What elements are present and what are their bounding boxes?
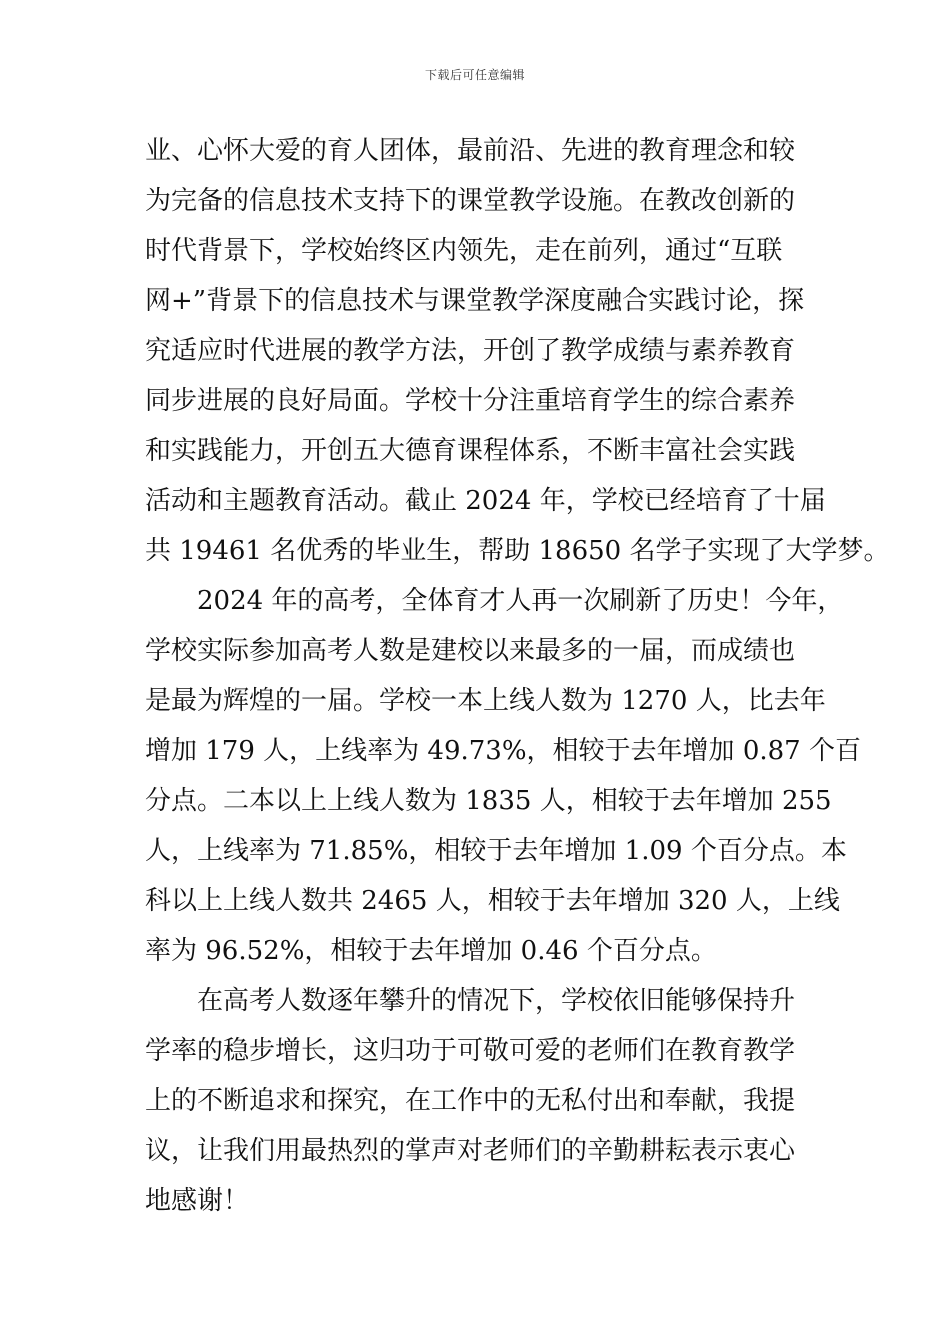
text-line: 在高考人数逐年攀升的情况下，学校依旧能够保持升 [197, 986, 796, 1016]
text-line: 网+”背景下的信息技术与课堂教学深度融合实践讨论，探 [145, 286, 805, 316]
text-line: 人，上线率为 71.85%，相较于去年增加 1.09 个百分点。本 [145, 836, 847, 866]
text-line: 活动和主题教育活动。截止 2024 年，学校已经培育了十届 [145, 486, 826, 516]
text-line: 业、心怀大爱的育人团体，最前沿、先进的教育理念和较 [145, 136, 796, 166]
text-line: 学校实际参加高考人数是建校以来最多的一届，而成绩也 [145, 636, 796, 666]
text-line: 上的不断追求和探究，在工作中的无私付出和奉献，我提 [145, 1086, 796, 1116]
page-header: 下载后可任意编辑 [424, 68, 525, 82]
paragraph-2 [145, 576, 861, 976]
text-line: 议，让我们用最热烈的掌声对老师们的辛勤耕耘表示衷心 [145, 1136, 796, 1166]
text-line: 科以上上线人数共 2465 人，相较于去年增加 320 人，上线 [145, 886, 840, 916]
text-line: 为完备的信息技术支持下的课堂教学设施。在教改创新的 [145, 186, 796, 216]
text-line: 是最为辉煌的一届。学校一本上线人数为 1270 人，比去年 [145, 686, 826, 716]
text-line: 2024 年的高考，全体育才人再一次刷新了历史！今年， [197, 586, 844, 616]
text-line: 率为 96.52%，相较于去年增加 0.46 个百分点。 [145, 936, 717, 966]
document-body [145, 126, 890, 1226]
paragraph-3 [145, 976, 810, 1226]
text-line: 同步进展的良好局面。学校十分注重培育学生的综合素养 [145, 386, 796, 416]
text-line: 学率的稳步增长，这归功于可敬可爱的老师们在教育教学 [145, 1036, 796, 1066]
text-line: 和实践能力，开创五大德育课程体系，不断丰富社会实践 [145, 436, 796, 466]
text-line: 增加 179 人，上线率为 49.73%，相较于去年增加 0.87 个百 [145, 736, 861, 766]
text-line: 究适应时代进展的教学方法，开创了教学成绩与素养教育 [145, 336, 796, 366]
text-line: 时代背景下，学校始终区内领先，走在前列，通过“互联 [145, 236, 783, 266]
text-line: 分点。二本以上上线人数为 1835 人，相较于去年增加 255 [145, 786, 832, 816]
text-line: 地感谢！ [145, 1186, 250, 1216]
text-line: 共 19461 名优秀的毕业生，帮助 18650 名学子实现了大学梦。 [145, 536, 890, 566]
paragraph-1 [145, 126, 890, 576]
